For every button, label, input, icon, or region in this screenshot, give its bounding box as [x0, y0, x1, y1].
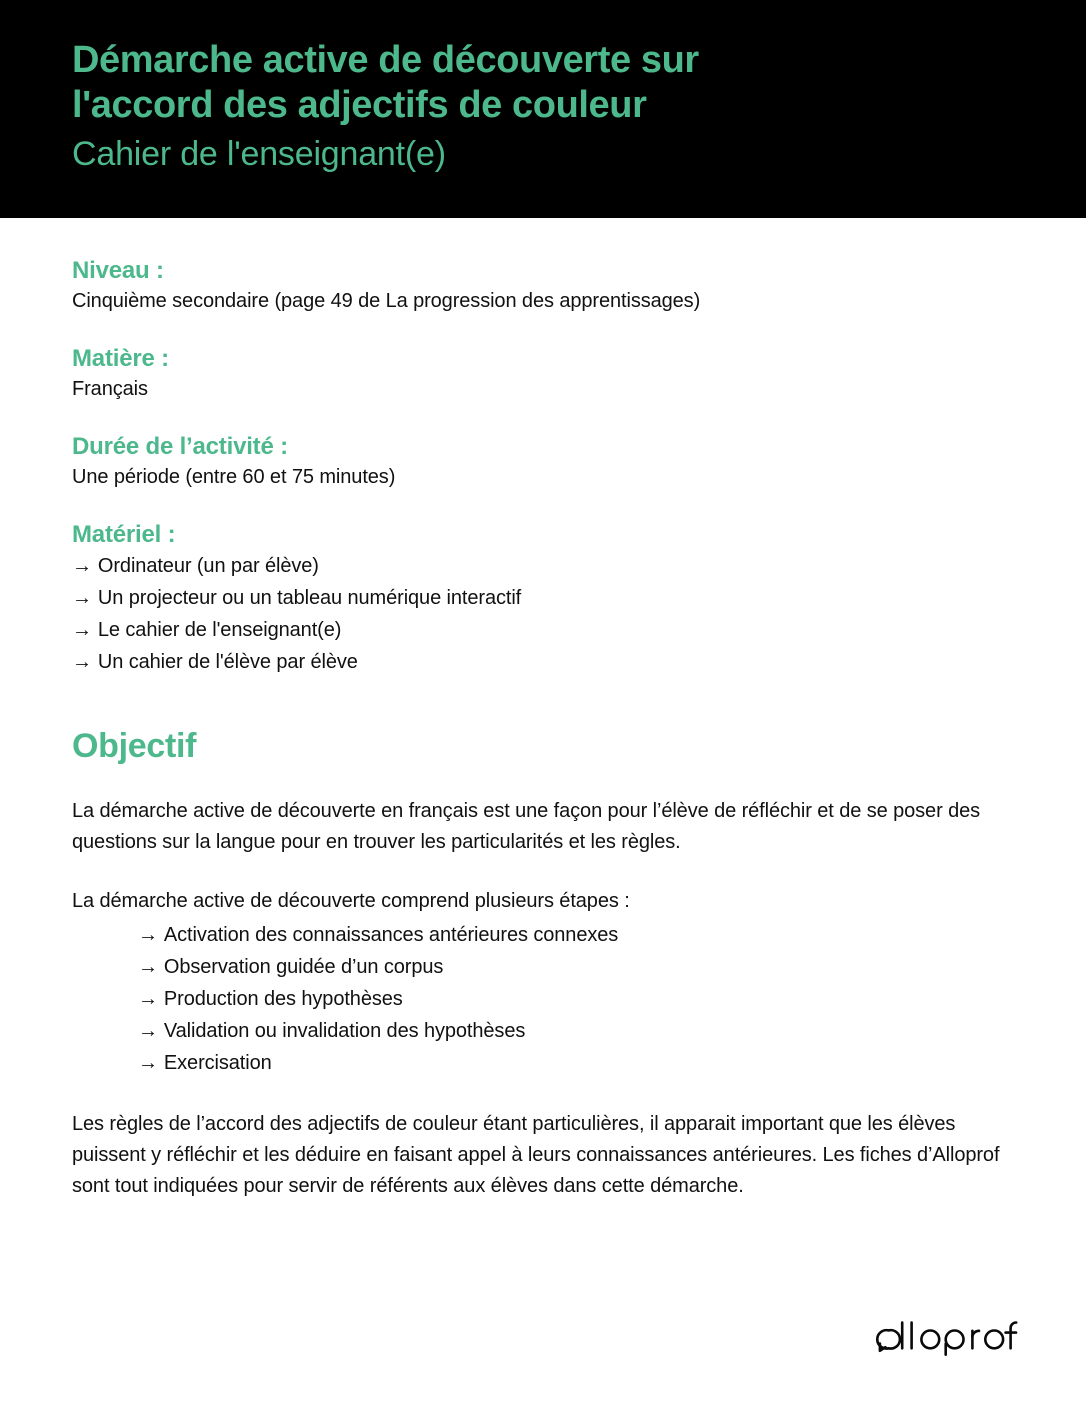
duree-value: Une période (entre 60 et 75 minutes) [72, 466, 396, 488]
spacer-duree-materiel [72, 492, 1014, 520]
document-body [72, 218, 1014, 1202]
objectif-paragraph-3: Les règles de l’accord des adjectifs de couleur étant particulières, il apparait important que les élèves puissent y réfléchir et les déduire en faisant appel à leurs connaissances antérieures. Les fiches d’Alloprof sont tout indiquées pour servir de référents aux élèves dans cette démarche. [72, 1113, 1000, 1197]
list-item [138, 919, 1014, 951]
alloprof-logo [869, 1316, 1021, 1360]
list-item-label: Ordinateur (un par élève) [97, 555, 319, 577]
duree-label: Durée de l’activité : [72, 433, 288, 460]
list-item [72, 614, 1014, 646]
arrow-icon: → [138, 924, 158, 946]
spacer-niveau-matiere [72, 316, 1014, 344]
arrow-icon: → [138, 988, 158, 1010]
niveau-value: Cinquième secondaire (page 49 de La progression des apprentissages) [72, 290, 701, 312]
page-title-line-1: Démarche active de découverte sur [72, 39, 699, 81]
spacer-matiere-duree [72, 404, 1014, 432]
matiere-label: Matière : [72, 345, 169, 372]
list-item-label: Activation des connaissances antérieures connexes [163, 924, 619, 946]
list-item-label: Exercisation [163, 1052, 272, 1074]
spacer-top [72, 218, 1014, 256]
list-item [138, 951, 1014, 983]
list-item-label: Le cahier de l'enseignant(e) [97, 619, 342, 641]
meta-block-materiel [72, 520, 1014, 678]
meta-block-matiere [72, 344, 1014, 404]
list-item-label: Observation guidée d’un corpus [163, 956, 444, 978]
list-item [72, 582, 1014, 614]
list-item-label: Production des hypothèses [163, 988, 403, 1010]
meta-block-niveau [72, 256, 1014, 316]
arrow-icon: → [138, 956, 158, 978]
arrow-icon: → [72, 555, 92, 577]
list-item [72, 550, 1014, 582]
arrow-icon: → [138, 1020, 158, 1042]
meta-block-duree [72, 432, 1014, 492]
materiel-label: Matériel : [72, 521, 176, 548]
list-item-label: Validation ou invalidation des hypothèses [163, 1020, 526, 1042]
list-item-label: Un cahier de l'élève par élève [97, 651, 358, 673]
header-content [72, 38, 1026, 175]
arrow-icon: → [72, 587, 92, 609]
materiel-list [72, 550, 1014, 678]
page-title [72, 38, 1026, 128]
header-band [0, 0, 1086, 218]
objectif-steps-list [72, 919, 1014, 1079]
arrow-icon: → [72, 651, 92, 673]
arrow-icon: → [72, 619, 92, 641]
page-subtitle: Cahier de l'enseignant(e) [72, 135, 446, 173]
list-item-label: Un projecteur ou un tableau numérique interactif [97, 587, 522, 609]
arrow-icon: → [138, 1052, 158, 1074]
section-title-objectif: Objectif [72, 727, 197, 765]
list-item [138, 1015, 1014, 1047]
objectif-paragraph-2: La démarche active de découverte comprend plusieurs étapes : [72, 890, 630, 912]
matiere-value: Français [72, 378, 148, 400]
list-item [138, 983, 1014, 1015]
list-item [138, 1047, 1014, 1079]
page-title-line-2: l'accord des adjectifs de couleur [72, 84, 647, 126]
objectif-paragraph-1: La démarche active de découverte en français est une façon pour l’élève de réfléchir et de se poser des questions sur la langue pour en trouver les particularités et les règles. [72, 800, 981, 853]
list-item [72, 646, 1014, 678]
niveau-label: Niveau : [72, 257, 164, 284]
